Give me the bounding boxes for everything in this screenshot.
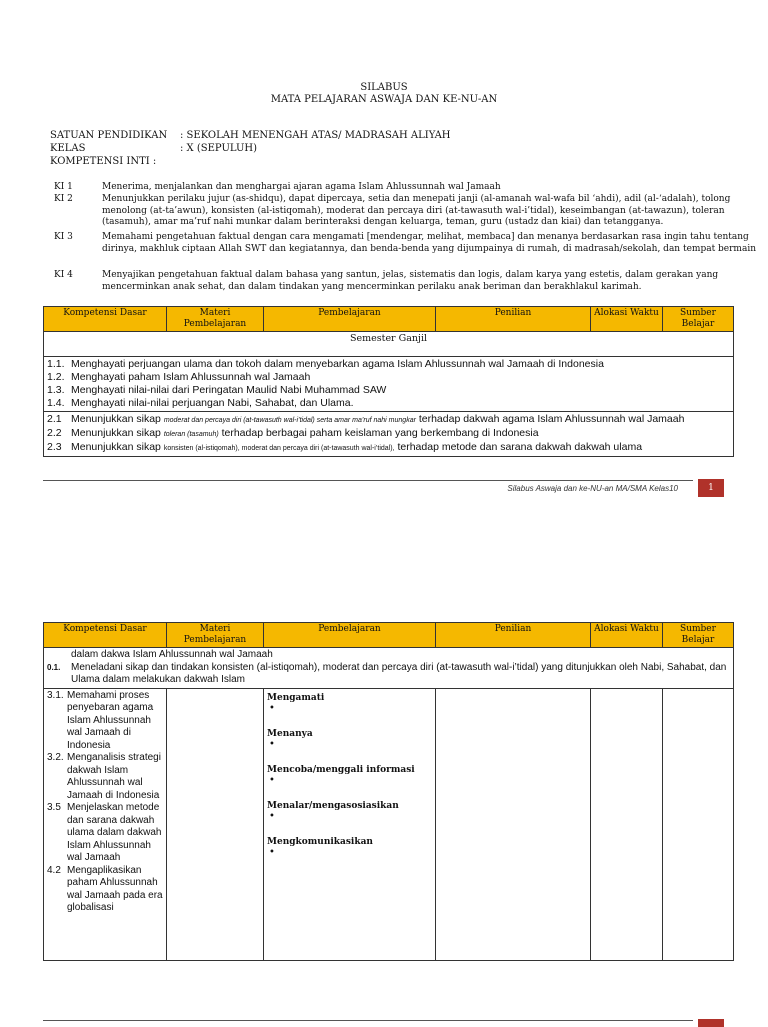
kd-continuation bbox=[44, 648, 734, 689]
step-label: Mengamati bbox=[267, 692, 325, 703]
field-label: KOMPETENSI INTI : bbox=[50, 156, 157, 167]
field-kelas bbox=[50, 143, 257, 154]
syllabus-table-1 bbox=[43, 306, 734, 457]
bullet: • bbox=[269, 702, 275, 714]
doc-subtitle: MATA PELAJARAN ASWAJA DAN KE-NU-AN bbox=[270, 94, 498, 105]
ki-text: Menyajikan pengetahuan faktual dalam bahasa yang santun, jelas, sistematis dan logis, dalam karya yang estetis, dalam gerakan yang mencerminkan anak sehat, dan dalam tindakan yang mencerminkan perilaku anak beriman dan berakhlakul karimah. bbox=[102, 270, 719, 292]
col-materi: Materi Pembelajaran bbox=[167, 623, 264, 648]
col-pembelajaran: Pembelajaran bbox=[264, 307, 436, 332]
sumber-cell bbox=[663, 688, 734, 960]
bullet: • bbox=[269, 846, 275, 858]
field-satuan bbox=[50, 130, 451, 141]
list-item: 3.2. Menganalisis strategi dakwah Islam Ahlussunnah wal Jamaah di Indonesia bbox=[47, 752, 161, 801]
bullet: • bbox=[269, 774, 275, 786]
list-item: 1.4. Menghayati nilai-nilai perjuangan Nabi, Sahabat, dan Ulama. bbox=[47, 397, 354, 409]
list-item: 1.3. Menghayati nilai-nilai dari Peringatan Maulid Nabi Muhammad SAW bbox=[47, 384, 387, 396]
ki-code: KI 2 bbox=[54, 194, 73, 204]
field-kompetensi-inti bbox=[50, 156, 180, 167]
doc-title: SILABUS bbox=[360, 82, 408, 93]
bullet: • bbox=[269, 738, 275, 750]
table-header-row bbox=[44, 623, 734, 648]
col-kompetensi-dasar: Kompetensi Dasar bbox=[44, 623, 167, 648]
col-sumber: Sumber Belajar bbox=[663, 623, 734, 648]
list-item: 2.1 Menunjukkan sikap moderat dan percaya diri (at-tawasuth wal-i’tidal) serta amar ma’ruf nahi mungkar terhadap dakwah agama Islam Ahlussunnah wal Jamaah bbox=[47, 413, 685, 425]
col-materi: Materi Pembelajaran bbox=[167, 307, 264, 332]
col-sumber: Sumber Belajar bbox=[663, 307, 734, 332]
ki-text: Memahami pengetahuan faktual dengan cara mengamati [mendengar, melihat, membaca] dan menanya berdasarkan rasa ingin tahu tentang dirinya, makhluk ciptaan Allah SWT dan kegiatannya, dan benda-benda yang dijumpainya di rumah, di madrasah/sekolah, dan tempat bermain bbox=[102, 232, 757, 254]
list-item: 3.5 Menjelaskan metode dan sarana dakwah ulama dalam dakwah Islam Ahlussunnah wal Jamaah bbox=[47, 802, 162, 863]
step-label: Mencoba/menggali informasi bbox=[267, 764, 415, 775]
field-value: : X (SEPULUH) bbox=[180, 143, 258, 154]
kd3-cell bbox=[44, 688, 167, 960]
list-item: 2.3 Menunjukkan sikap konsisten (al-istiqomah), moderat dan percaya diri (at-tawasuth wal-i’tidal), terhadap metode dan sarana dakwah dakwah ulama bbox=[47, 441, 643, 453]
col-alokasi: Alokasi Waktu bbox=[591, 307, 663, 332]
footer-text: Silabus Aswaja dan ke-NU-an MA/SMA Kelas10 bbox=[507, 484, 678, 493]
footer-divider bbox=[43, 1020, 693, 1021]
col-pembelajaran: Pembelajaran bbox=[264, 623, 436, 648]
ki-text: Menunjukkan perilaku jujur (as-shidqu), dapat dipercaya, setia dan menepati janji (al-amanah wal-wafa bil ‘ahdi), adil (al-‘adalah), tolong menolong (at-ta’awun), konsisten (al-istiqomah), moderat dan percaya diri (at-tawasuth wal-i’tidal), keseimbangan (at-tawazun), toleran (tasamuh), amar ma’ruf nahi munkar dalam berinteraksi dengan keluarga, teman, guru (ustadz dan kiai) dan tetangganya. bbox=[102, 194, 731, 227]
page-number: 1 bbox=[698, 479, 724, 497]
col-alokasi: Alokasi Waktu bbox=[591, 623, 663, 648]
bullet: • bbox=[269, 810, 275, 822]
penilian-cell bbox=[436, 688, 591, 960]
list-item: 1.2. Menghayati paham Islam Ahlussunnah wal Jamaah bbox=[47, 371, 311, 383]
footer-divider bbox=[43, 480, 693, 481]
list-item: 4.2 Mengaplikasikan paham Ahlussunnah wal Jamaah pada era globalisasi bbox=[47, 864, 163, 913]
ki-text: Menerima, menjalankan dan menghargai ajaran agama Islam Ahlussunnah wal Jamaah bbox=[102, 182, 501, 192]
col-penilian: Penilian bbox=[436, 623, 591, 648]
step-label: Menanya bbox=[267, 728, 313, 739]
ki-code: KI 1 bbox=[54, 182, 73, 192]
field-label: KELAS bbox=[50, 143, 86, 154]
pembelajaran-cell bbox=[264, 688, 436, 960]
page-gap bbox=[0, 520, 768, 560]
list-item: 3.1. Memahami proses penyebaran agama Islam Ahlussunnah wal Jamaah di Indonesia bbox=[47, 689, 154, 751]
alokasi-cell bbox=[591, 688, 663, 960]
kd-group-1 bbox=[44, 357, 734, 412]
syllabus-table-2 bbox=[43, 622, 734, 961]
ki-code: KI 4 bbox=[54, 270, 73, 280]
field-value: : SEKOLAH MENENGAH ATAS/ MADRASAH ALIYAH bbox=[180, 130, 451, 141]
list-item: 0.1. Meneladani sikap dan tindakan konsisten (al-istiqomah), moderat dan percaya diri (at-tawasuth wal-i’tidal) yang ditunjukkan oleh Nabi, Sahabat, dan Ulama dalam melakukan dakwah Islam bbox=[47, 661, 727, 685]
page-number-bar bbox=[698, 1019, 724, 1027]
list-item: 1.1. Menghayati perjuangan ulama dan tokoh dalam menyebarkan agama Islam Ahlussunnah wal Jamaah di Indonesia bbox=[47, 358, 604, 370]
step-label: Mengkomunikasikan bbox=[267, 836, 373, 847]
col-kompetensi-dasar: Kompetensi Dasar bbox=[44, 307, 167, 332]
semester-label: Semester Ganjil bbox=[44, 332, 734, 357]
page-2 bbox=[0, 560, 768, 1024]
field-label: SATUAN PENDIDIKAN bbox=[50, 130, 168, 141]
step-label: Menalar/mengasosiasikan bbox=[267, 800, 399, 811]
list-item: dalam dakwa Islam Ahlussunnah wal Jamaah bbox=[71, 649, 273, 660]
list-item: 2.2 Menunjukkan sikap toleran (tasamuh) terhadap berbagai paham keislaman yang berkembang di Indonesia bbox=[47, 427, 539, 439]
col-penilian: Penilian bbox=[436, 307, 591, 332]
table-header-row bbox=[44, 307, 734, 332]
kd-group-2 bbox=[44, 412, 734, 457]
materi-cell bbox=[167, 688, 264, 960]
ki-code: KI 3 bbox=[54, 232, 73, 242]
